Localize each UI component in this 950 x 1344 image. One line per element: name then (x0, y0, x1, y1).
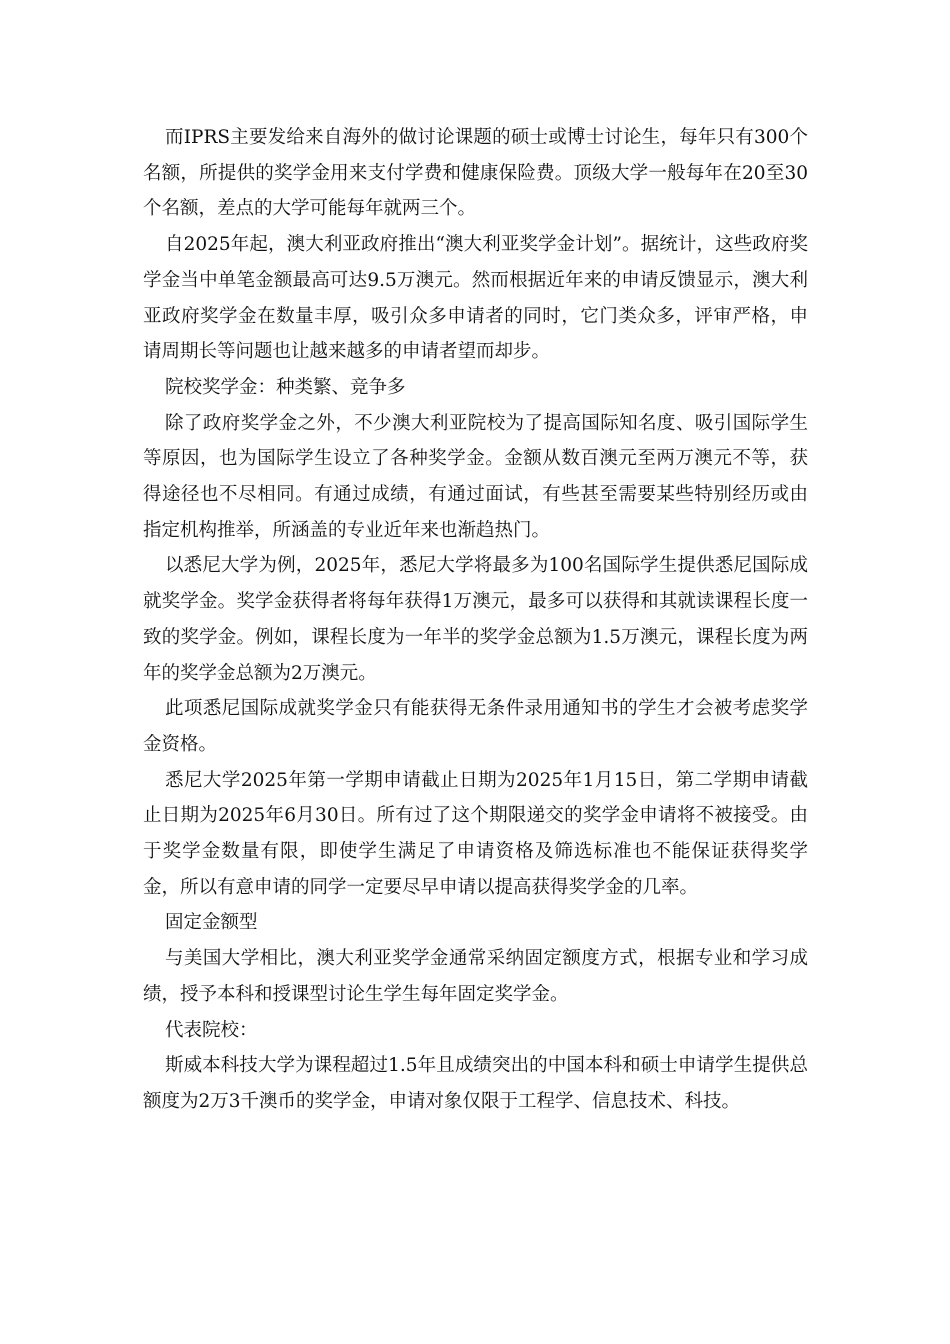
heading-representative-schools: 代表院校： (165, 1019, 258, 1041)
paragraph-institution-scholarship: 除了政府奖学金之外，不少澳大利亚院校为了提高国际知名度、吸引国际学生等原因，也为国际学生设立了各种奖学金。金额从数百澳元至两万澳元不等，获得途径也不尽相同。有通过成绩，有通过面试，有些甚至需要某些特别经历或由指定机构推举，所涵盖的专业近年来也渐趋热门。 (143, 412, 808, 541)
paragraph-sydney-example: 以悉尼大学为例，2025年，悉尼大学将最多为100名国际学生提供悉尼国际成就奖学金。奖学金获得者将每年获得1万澳元，最多可以获得和其就读课程长度一致的奖学金。例如，课程长度为一年半的奖学金总额为1.5万澳元，课程长度为两年的奖学金总额为2万澳元。 (143, 555, 808, 684)
heading-institution-scholarship: 院校奖学金：种类繁、竞争多 (165, 376, 406, 398)
paragraph-swinburne: 斯威本科技大学为课程超过1.5年且成绩突出的中国本科和硕士申请学生提供总额度为2万3千澳币的奖学金，申请对象仅限于工程学、信息技术、科技。 (143, 1055, 808, 1112)
paragraph-fixed-amount: 与美国大学相比，澳大利亚奖学金通常采纳固定额度方式，根据专业和学习成绩，授予本科和授课型讨论生学生每年固定奖学金。 (143, 948, 808, 1005)
document-body (143, 120, 808, 1120)
paragraph-iprs: 而IPRS主要发给来自海外的做讨论课题的硕士或博士讨论生，每年只有300个名额，所提供的奖学金用来支付学费和健康保险费。顶级大学一般每年在20至30个名额，差点的大学可能每年就两三个。 (143, 127, 808, 220)
paragraph-sydney-deadlines: 悉尼大学2025年第一学期申请截止日期为2025年1月15日，第二学期申请截止日期为2025年6月30日。所有过了这个期限递交的奖学金申请将不被接受。由于奖学金数量有限，即使学生满足了申请资格及筛选标准也不能保证获得奖学金，所以有意申请的同学一定要尽早申请以提高获得奖学金的几率。 (143, 769, 808, 898)
paragraph-sydney-eligibility: 此项悉尼国际成就奖学金只有能获得无条件录用通知书的学生才会被考虑奖学金资格。 (143, 698, 808, 755)
heading-fixed-amount: 固定金额型 (165, 912, 258, 934)
paragraph-government-scholarship: 自2025年起，澳大利亚政府推出“澳大利亚奖学金计划”。据统计，这些政府奖学金当中单笔金额最高可达9.5万澳元。然而根据近年来的申请反馈显示，澳大利亚政府奖学金在数量丰厚，吸引众多申请者的同时，它门类众多，评审严格，申请周期长等问题也让越来越多的申请者望而却步。 (143, 234, 808, 363)
